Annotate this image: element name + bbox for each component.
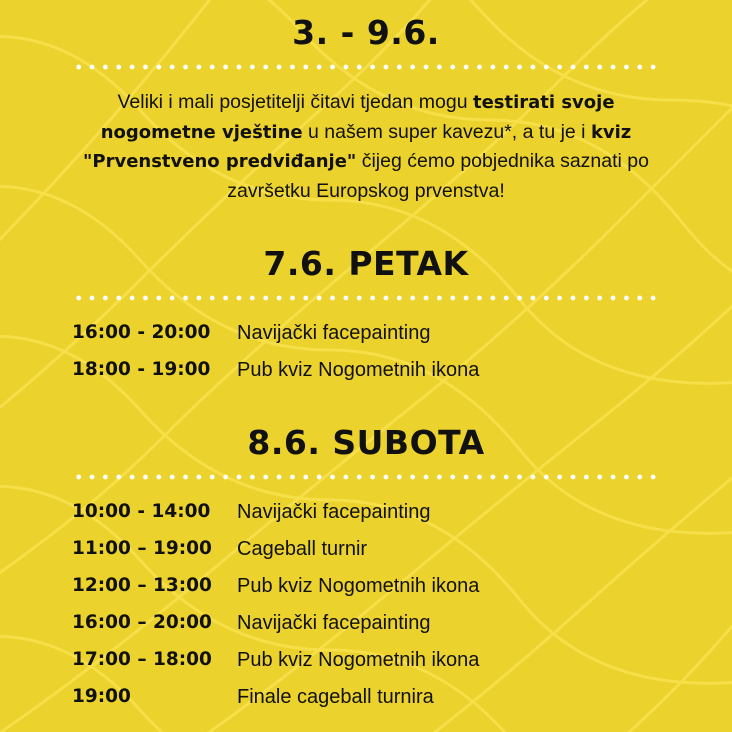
event-activity: Navijački facepainting bbox=[237, 322, 431, 344]
event-time: 16:00 – 20:00 bbox=[72, 612, 212, 633]
week-intro bbox=[60, 88, 672, 206]
intro-text-1: Veliki i mali posjetitelji čitavi tjedan mogu bbox=[117, 91, 473, 113]
dotted-divider-subota bbox=[72, 474, 660, 480]
schedule-row bbox=[72, 612, 672, 638]
event-activity: Pub kviz Nogometnih ikona bbox=[237, 649, 480, 671]
event-time: 12:00 – 13:00 bbox=[72, 575, 212, 596]
event-activity: Cageball turnir bbox=[237, 538, 368, 560]
event-time: 19:00 bbox=[72, 686, 131, 707]
intro-text-2: u našem super kavezu*, a tu je i bbox=[302, 120, 591, 143]
day-heading-subota: 8.6. SUBOTA bbox=[247, 423, 485, 462]
schedule-row bbox=[72, 686, 672, 712]
event-time: 11:00 – 19:00 bbox=[72, 538, 212, 559]
event-activity: Navijački facepainting bbox=[237, 612, 431, 634]
dotted-divider-week bbox=[72, 64, 660, 70]
schedule-row bbox=[72, 501, 672, 527]
event-time: 18:00 - 19:00 bbox=[72, 359, 211, 380]
event-activity: Finale cageball turnira bbox=[237, 686, 434, 708]
week-heading: 3. - 9.6. bbox=[292, 13, 440, 52]
day-heading-petak: 7.6. PETAK bbox=[263, 244, 469, 283]
schedule-row bbox=[72, 575, 672, 601]
event-activity: Pub kviz Nogometnih ikona bbox=[237, 575, 480, 597]
schedule-row bbox=[72, 322, 672, 348]
event-activity: Pub kviz Nogometnih ikona bbox=[237, 359, 480, 381]
intro-highlight-skills: testirati svoje nogometne vještine bbox=[100, 92, 615, 143]
event-time: 16:00 - 20:00 bbox=[72, 322, 211, 343]
schedule-row bbox=[72, 359, 672, 385]
event-time: 10:00 - 14:00 bbox=[72, 501, 211, 522]
schedule-row bbox=[72, 538, 672, 564]
intro-text-3: čijeg ćemo pobjednika saznati po završetku Europskog prvenstva! bbox=[227, 150, 649, 202]
event-time: 17:00 – 18:00 bbox=[72, 649, 212, 670]
intro-highlight-quiz: kviz "Prvenstveno predviđanje" bbox=[83, 121, 632, 172]
schedule-row bbox=[72, 649, 672, 675]
dotted-divider-petak bbox=[72, 295, 660, 301]
event-activity: Navijački facepainting bbox=[237, 501, 431, 523]
